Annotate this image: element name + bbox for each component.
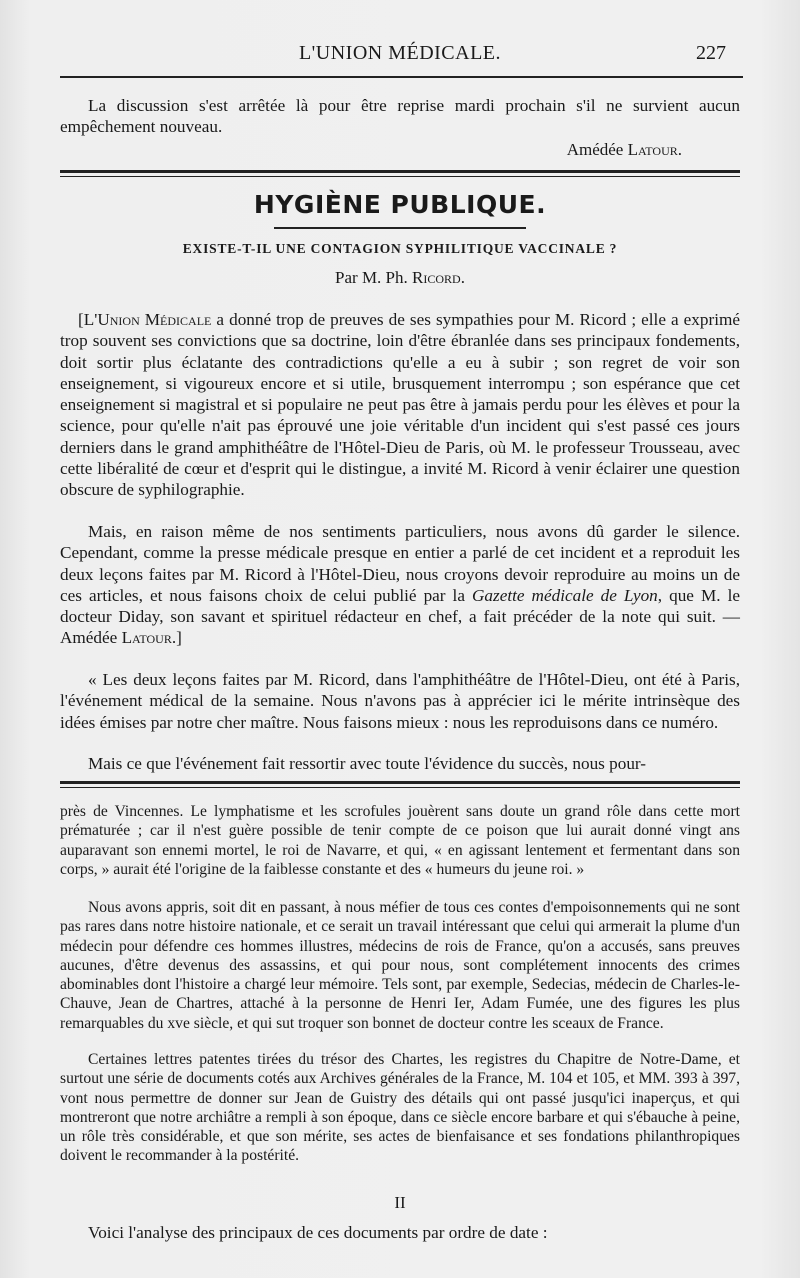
editorial-note-paragraph-1: [L'Union Médicale a donné trop de preuves de ses sympathies pour M. Ricord ; elle a exprimé trop souvent ses convictions que sa doctrine, loin d'être ébranlée dans ses principaux fondements, doit sortir plus éclatante des contradictions qu'elle a eu à subir ; son regret de voir son enseignement, si vigoureux encore et si utile, brusquement interrompu ; son espérance que cet enseignement si magistral et si populaire ne peut pas être à jamais perdu pour les élèves et pour la science, pour qu'elle n'ait pas éprouvé une joie véritable d'un incident qui s'est passé ces jours derniers dans le grand amphithéâtre de l'Hôtel-Dieu de Paris, où M. le professeur Trousseau, avec cette libéralité de cœur et d'esprit qui le distingue, a invité M. Ricord à venir éclairer une question obscure de syphilographie. (60, 310, 740, 500)
article-question: EXISTE-T-IL UNE CONTAGION SYPHILITIQUE VACCINALE ? (182, 241, 618, 256)
feuilleton-rule-top (60, 781, 740, 784)
section-double-rule-bottom (60, 176, 740, 177)
running-title: L'UNION MÉDICALE. (298, 42, 502, 64)
header-rule (60, 76, 743, 78)
feuilleton-paragraph-2: Nous avons appris, soit dit en passant, à nous méfier de tous ces contes d'empoisonnements qui ne sont pas rares dans notre histoire nationale, et ce serait un travail intéressant que celui qui armerait la plume d'un médecin pour défendre ces hommes illustres, médecins de rois de France, qu'on a accusés, sans preuves aucunes, d'être devenus des assassins, et qui pour nous, sont complétement innocents des crimes abominables dont l'histoire a chargé leur mémoire. Tels sont, par exemple, Sedecias, médecin de Charles-le-Chauve, Jean de Chartres, attaché à la personne de Henri Ier, Adam Fumée, une des figures les plus remarquables du xve siècle, et qui sut troquer son bonnet de docteur contre les sceaux de France. (60, 899, 740, 1032)
intro-paragraph: La discussion s'est arrêtée là pour être reprise mardi prochain s'il ne survient aucun empêchement nouveau. (60, 96, 740, 137)
intro-signature: Amédée Latour. (566, 140, 682, 159)
page-number: 227 (696, 42, 726, 64)
article-author: Par M. Ph. Ricord. (335, 268, 465, 287)
section-title: HYGIÈNE PUBLIQUE. (253, 190, 547, 219)
feuilleton-paragraph-1: près de Vincennes. Le lymphatisme et les scrofules jouèrent sans doute un grand rôle dans cette mort prématurée ; car il n'est guère possible de tenir compte de ce poison que lui aurait donné vingt ans auparavant son ennemi mortel, le roi de Navarre, et qui, « en agissant lentement et fermentant dans son corps, » aurait été l'origine de la faiblesse constante et des « humeurs du jeune roi. » (60, 803, 740, 878)
article-paragraph-1: « Les deux leçons faites par M. Ricord, dans l'amphithéâtre de l'Hôtel-Dieu, ont été à Paris, l'événement médical de la semaine. Nous n'avons pas à apprécier ici le mérite intrinsèque des idées émises par notre cher maître. Nous faisons mieux : nous les reproduisons dans ce numéro. (60, 670, 740, 732)
feuilleton-paragraph-3: Certaines lettres patentes tirées du trésor des Chartes, les registres du Chapitre de Notre-Dame, et surtout une série de documents cotés aux Archives générales de la France, M. 104 et 105, et MM. 393 à 397, vont nous permettre de donner sur Jean de Guistry des détails qui ont passé jusqu'ici inaperçus, et qui montreront que notre archiâtre a rempli à son époque, dans ce siècle encore barbare et qui s'ébauche à peine, un rôle très considérable, et que son mérite, ses actes de bienfaisance et ses fondations philanthropiques doivent le recommander à la postérité. (60, 1051, 740, 1165)
section-double-rule-top (60, 170, 740, 173)
editorial-note-paragraph-2: Mais, en raison même de nos sentiments particuliers, nous avons dû garder le silence. Cependant, comme la presse médicale presque en entier a parlé de cet incident et a reproduit les deux leçons faites par M. Ricord à l'Hôtel-Dieu, nous croyons devoir reproduire au moins un de ces articles, et nous faisons choix de celui publié par la Gazette médicale de Lyon, que M. le docteur Diday, son savant et spirituel rédacteur en chef, a fait précéder de la note qui suit. — Amédée Latour.] (60, 522, 740, 648)
feuilleton-paragraph-4: Voici l'analyse des principaux de ces documents par ordre de date : (88, 1223, 548, 1242)
page-header (60, 42, 740, 72)
article-paragraph-2: Mais ce que l'événement fait ressortir avec toute l'évidence du succès, nous pour- (88, 754, 647, 773)
feuilleton-rule-bottom (60, 787, 740, 788)
section-number: II (394, 1193, 406, 1212)
title-underline (274, 227, 526, 229)
